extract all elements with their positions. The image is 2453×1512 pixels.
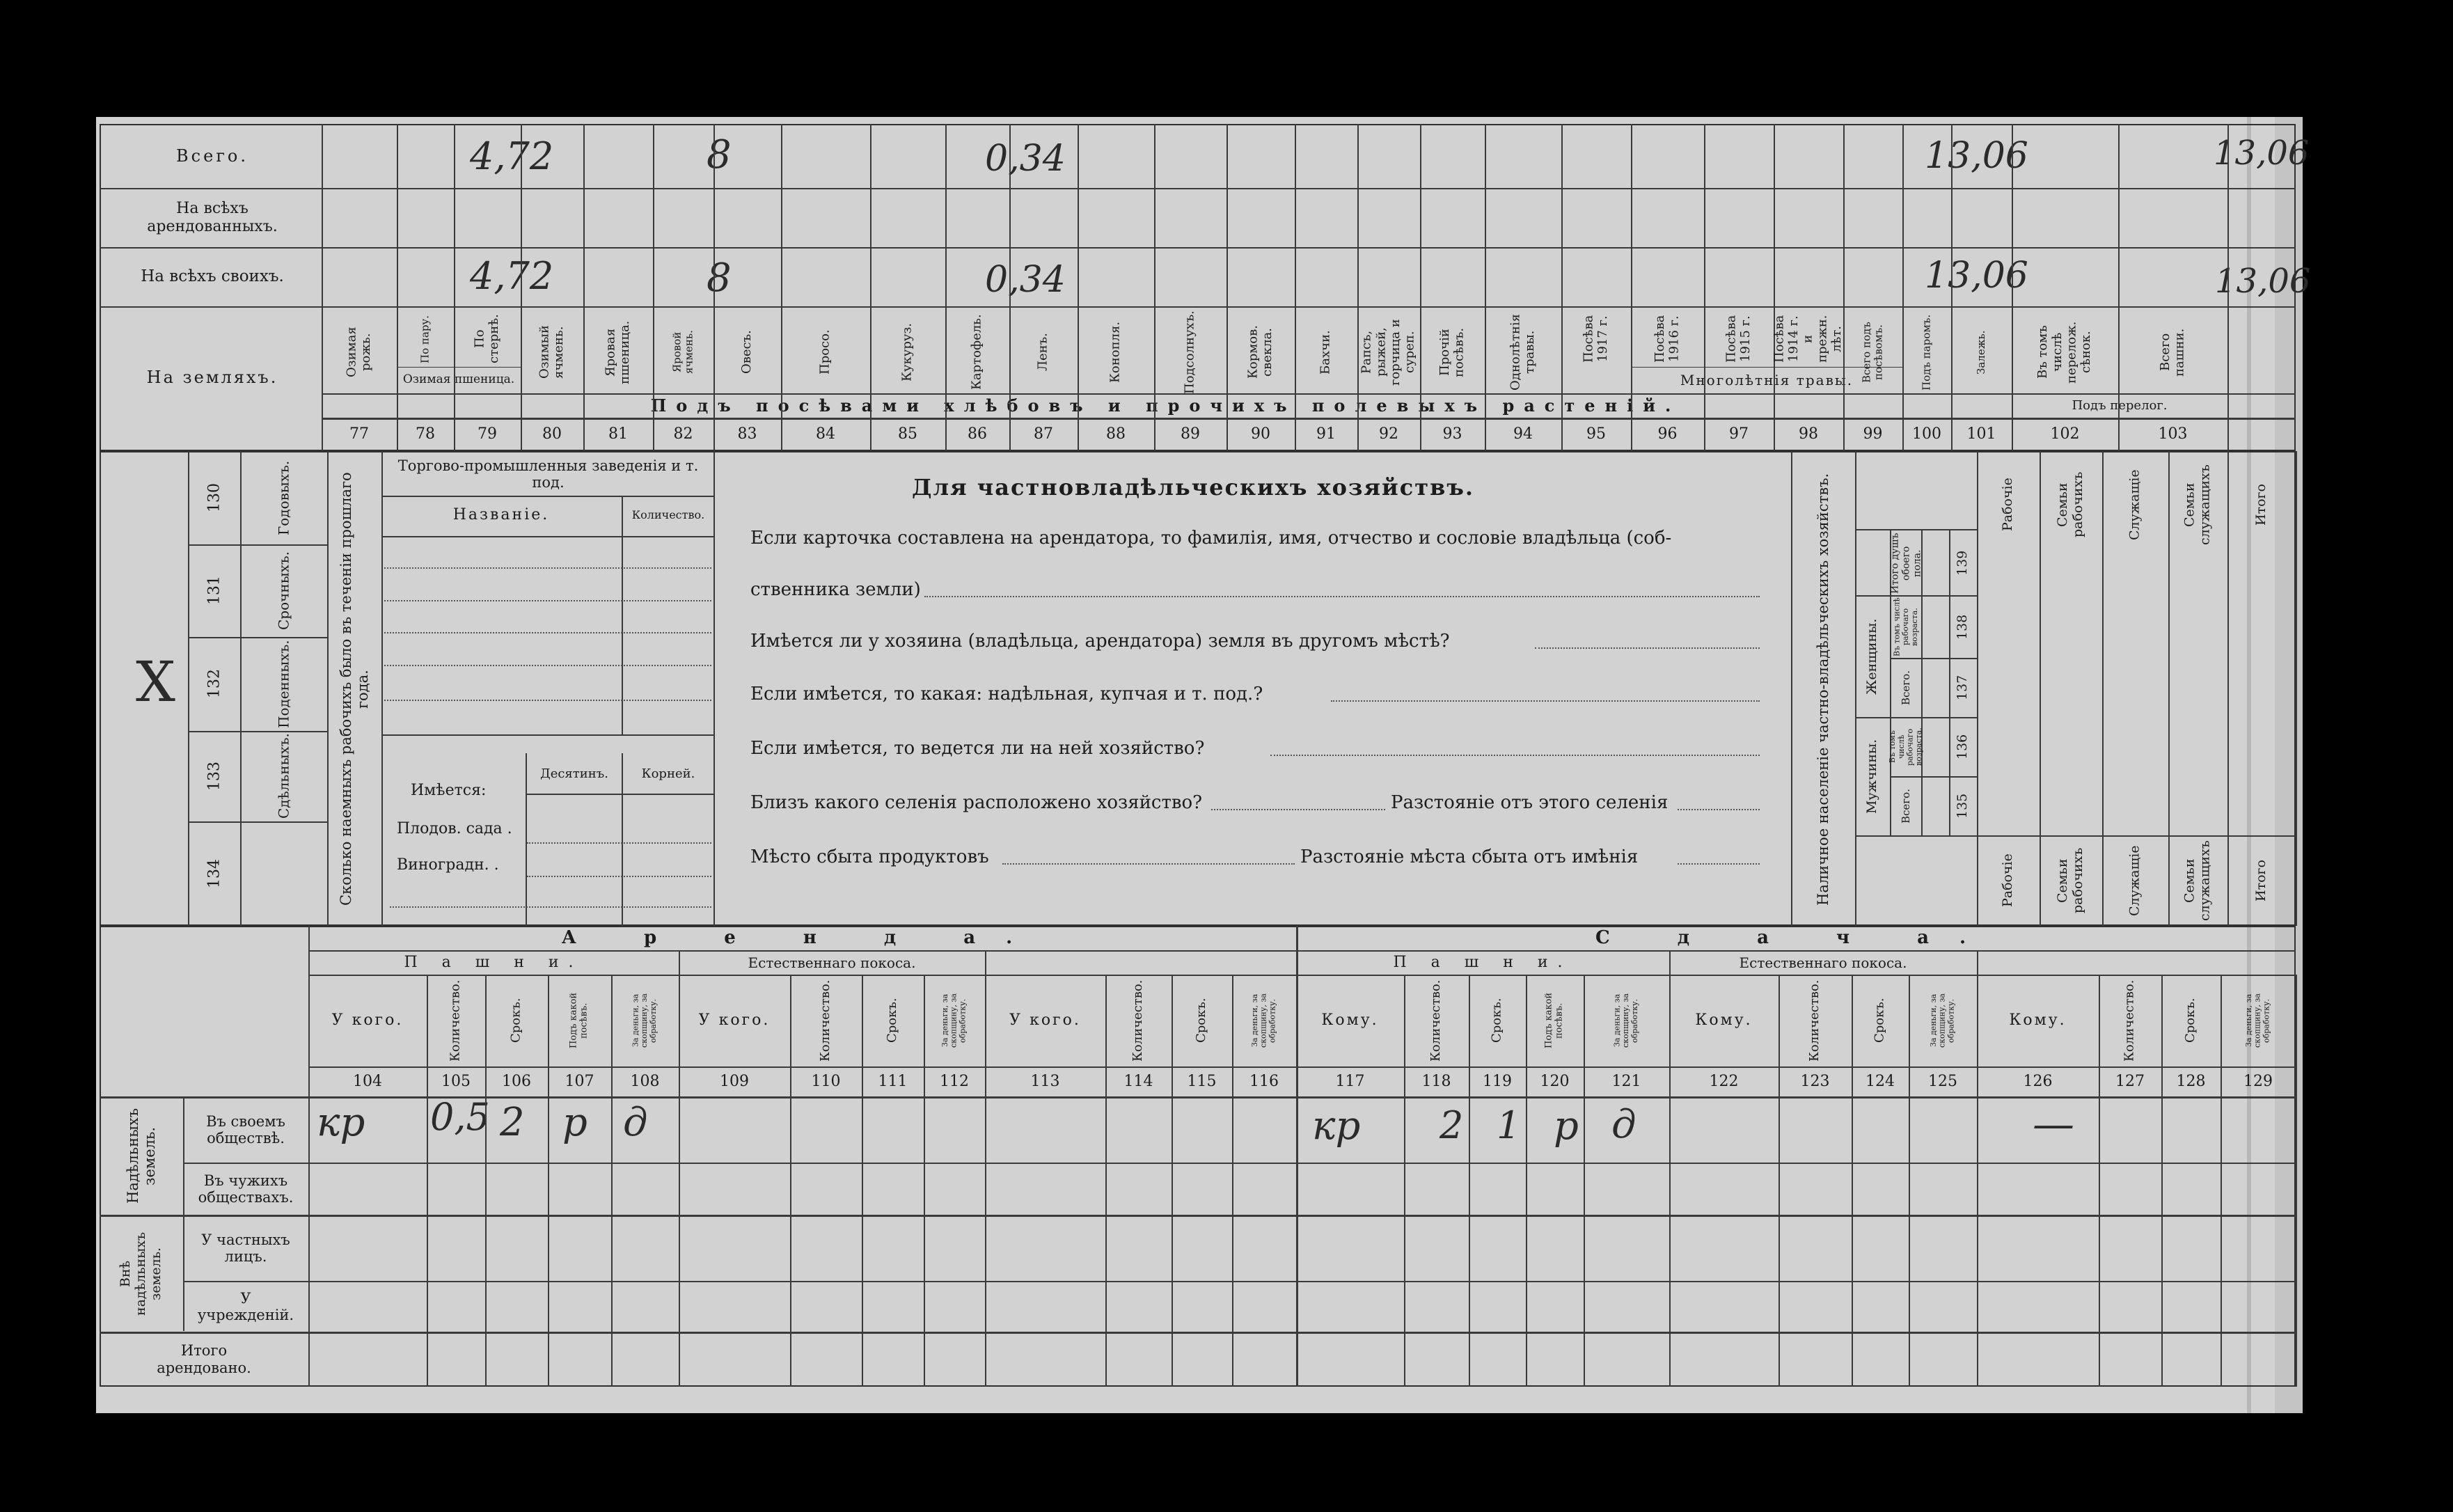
value-118: 2 <box>1440 1103 1464 1147</box>
col-number-101: 101 <box>1966 425 1996 443</box>
value-117: кр <box>1312 1103 1361 1149</box>
crop-header-82: Яровой ячмень. <box>670 330 695 375</box>
b-num-11: 115 <box>1187 1073 1217 1091</box>
crop-header-89: Подсолнухъ. <box>1182 310 1197 394</box>
row-itogo: Итого арендовано. <box>157 1342 251 1376</box>
population-side: Наличное населенiе частно-владѣльческихъ хозяйствъ. <box>1814 473 1831 906</box>
col-number-98: 98 <box>1799 425 1818 443</box>
worker-label-1: Срочныхъ. <box>275 551 292 630</box>
b-num-17: 121 <box>1611 1073 1641 1091</box>
b-head-25: За деньги, за скопщину, за обработку. <box>2244 993 2271 1048</box>
col-number-100: 100 <box>1912 425 1941 443</box>
b-line <box>100 1332 2296 1334</box>
b-num-24: 128 <box>2176 1073 2206 1091</box>
col-number-86: 86 <box>968 425 987 443</box>
b-head-20: Срокъ. <box>1872 998 1887 1044</box>
col-number-95: 95 <box>1586 425 1606 443</box>
trade-name-col: Названiе. <box>452 506 550 524</box>
col-number-81: 81 <box>608 425 628 443</box>
pop-line <box>2296 451 2297 926</box>
crop-header-100: Подъ паромъ. <box>1920 314 1933 391</box>
group-mnogoletnie-travy: Многолѣтнiя травы. <box>1680 371 1854 388</box>
private-q3: Если имѣется, то ведется ли на ней хозяйство? <box>750 738 1205 759</box>
worker-label-3: Сдѣльныхъ. <box>275 733 292 819</box>
b-num-0: 104 <box>353 1073 382 1091</box>
crop-header-99: Всего подъ посѣвомъ. <box>1860 322 1885 383</box>
crop-header-90: Кормов. свекла. <box>1245 325 1275 379</box>
b-head-9: У кого. <box>1009 1011 1081 1030</box>
b-head-15: Срокъ. <box>1489 998 1504 1044</box>
b-num-20: 124 <box>1866 1073 1895 1091</box>
pop-num-139: 139 <box>1955 550 1971 576</box>
pop-itogo: Итого душъ обоего пола. <box>1889 533 1923 594</box>
b-num-21: 125 <box>1928 1073 1957 1091</box>
trade-qty-col: Количество. <box>631 507 705 521</box>
col-line <box>454 124 455 451</box>
workers-mark: Х <box>136 649 175 714</box>
pop-num-138: 138 <box>1955 614 1971 640</box>
col-line <box>521 124 522 451</box>
col-line <box>1226 124 1228 451</box>
value-119: 1 <box>1497 1103 1521 1147</box>
b-head-22: Кому. <box>2009 1011 2067 1030</box>
value-103-vsego: 13,06 <box>2214 134 2310 173</box>
col-line <box>322 124 323 451</box>
b-head-13: Кому. <box>1321 1011 1379 1030</box>
crops-banner: Подъ посѣвами хлѣбовъ и прочихъ полевыхъ растенiй. <box>650 395 1681 416</box>
private-title: Для частновладѣльческихъ хозяйствъ. <box>912 474 1474 501</box>
b-head-11: Срокъ. <box>1194 998 1209 1044</box>
pop-line <box>1855 835 2296 837</box>
pop-col-top-4: Итого <box>2253 484 2269 526</box>
col-line <box>945 124 947 451</box>
private-q4b: Разстоянiе отъ этого селенiя <box>1391 792 1669 813</box>
b-line <box>100 1096 2296 1098</box>
b-head-16: Подъ какой посѣвъ. <box>1543 992 1565 1049</box>
value-108: д <box>623 1100 648 1145</box>
value-82-vsego: 8 <box>707 132 732 178</box>
b-head-10: Количество. <box>1130 979 1146 1062</box>
b-head-17: За деньги, за скопщину, за обработку. <box>1612 993 1639 1048</box>
pop-line <box>1890 776 1977 778</box>
b-num-7: 111 <box>878 1073 908 1091</box>
pop-men: Мужчины. <box>1864 739 1880 814</box>
pop-col-bot-0: Рабочiе <box>2000 853 2016 908</box>
col-line <box>1078 124 1079 451</box>
col-line <box>653 124 654 451</box>
col-number-103: 103 <box>2158 425 2188 443</box>
col-number-91: 91 <box>1316 425 1336 443</box>
b-line <box>183 1281 2296 1282</box>
b-num-12: 116 <box>1249 1073 1279 1091</box>
col-line <box>1951 124 1953 306</box>
group-pod-perelog: Подъ перелог. <box>2072 397 2168 413</box>
b-num-6: 110 <box>811 1073 841 1091</box>
col-line <box>1631 124 1632 451</box>
pop-col-bot-1: Семьи рабочихъ <box>2055 847 2085 914</box>
b-head-5: У кого. <box>698 1011 771 1030</box>
crop-header-80: Озимый ячмень. <box>537 325 566 379</box>
crop-header-98: Посѣва 1914 г. и прежн. лѣт. <box>1772 315 1845 363</box>
trade-korney: Корней. <box>641 766 695 782</box>
trade-vineyards: Виноградн. . <box>397 856 499 874</box>
col-line <box>1774 124 1775 451</box>
b-num-2: 106 <box>502 1073 531 1091</box>
crop-header-91: Бахчи. <box>1318 330 1333 375</box>
value-86-vsego: 0,34 <box>985 138 1066 180</box>
crop-header-78: По пару. <box>418 315 432 363</box>
value-126: — <box>2033 1100 2074 1149</box>
sdacha-pokos: Естественнаго покоса. <box>1739 954 1907 971</box>
b-head-0: У кого. <box>331 1011 404 1030</box>
b-head-6: Количество. <box>818 979 833 1062</box>
col-number-79: 79 <box>478 425 497 443</box>
b-num-13: 117 <box>1335 1073 1365 1091</box>
pop-line <box>1855 595 1977 597</box>
pop-col-bot-4: Итого <box>2253 860 2269 901</box>
col-number-89: 89 <box>1181 425 1200 443</box>
col-line <box>1357 124 1359 451</box>
value-82-svoih: 8 <box>707 255 732 301</box>
pop-col-top-3: Семьи служащихъ <box>2182 464 2213 545</box>
col-line <box>1902 124 1904 306</box>
crop-header-97: Посѣва 1915 г. <box>1724 315 1753 363</box>
trade-title: Торгово-промышленныя заведенiя и т. под. <box>397 457 699 491</box>
private-q5b: Разстоянiе мѣста сбыта отъ имѣнiя <box>1300 846 1639 867</box>
col-number-77: 77 <box>349 425 369 443</box>
value-99-svoih: 13,06 <box>1925 255 2028 297</box>
b-num-5: 109 <box>720 1073 749 1091</box>
private-line1: Если карточка составлена на арендатора, то фамилiя, имя, отчество и сословiе владѣльца (соб- <box>750 528 1672 549</box>
value-106: 2 <box>500 1100 525 1145</box>
b-line <box>100 1215 2296 1217</box>
col-number-90: 90 <box>1251 425 1270 443</box>
b-num-18: 122 <box>1709 1073 1739 1091</box>
col-number-94: 94 <box>1513 425 1533 443</box>
b-num-15: 119 <box>1483 1073 1512 1091</box>
col-line <box>1295 124 1296 451</box>
col-number-83: 83 <box>737 425 757 443</box>
value-86-svoih: 0,34 <box>985 259 1066 301</box>
col-line <box>2012 124 2013 306</box>
b-num-1: 105 <box>441 1073 471 1091</box>
col-line <box>1561 124 1563 451</box>
b-head-4: За деньги, за скопщину, за обработку. <box>631 993 658 1048</box>
row-uchrezhd: У учрежденiй. <box>197 1289 294 1323</box>
trade-has: Имѣется: <box>411 782 487 799</box>
col-number-84: 84 <box>816 425 835 443</box>
worker-num-131: 131 <box>205 576 223 606</box>
b-head-21: За деньги, за скопщину, за обработку. <box>1929 993 1956 1048</box>
crop-header-92: Рапсъ, рыжей, горчица и суреп. <box>1359 319 1417 386</box>
col-line <box>1154 124 1155 451</box>
value-99-vsego: 13,06 <box>1925 135 2028 177</box>
b-line <box>2296 975 2297 1387</box>
crop-header-86: Картофель. <box>969 314 984 391</box>
private-q1: Имѣется ли у хозяина (владѣльца, арендатора) земля въ другомъ мѣстѣ? <box>750 631 1450 652</box>
col-line <box>583 124 585 451</box>
crop-header-103: Всего пашни. <box>2157 328 2187 377</box>
b-num-23: 127 <box>2115 1073 2145 1091</box>
pop-col-top-0: Рабочiе <box>2000 478 2016 532</box>
value-120: р <box>1554 1103 1579 1149</box>
worker-num-132: 132 <box>205 669 223 699</box>
b-line <box>183 1163 2296 1164</box>
pop-line <box>1855 529 1977 530</box>
arenda-title: А р е н д а. <box>561 927 1043 949</box>
worker-label-0: Годовыхъ. <box>275 460 292 535</box>
row-label-svoih: На всѣхъ своихъ. <box>141 267 284 286</box>
b-head-2: Срокъ. <box>508 998 523 1044</box>
crop-header-102: Въ томъ числѣ перелож. сѣнок. <box>2035 321 2094 384</box>
pop-line <box>1890 658 1977 659</box>
row-label-arendovannyh: На всѣхъ арендованныхъ. <box>147 200 278 235</box>
b-head-18: Кому. <box>1695 1011 1753 1030</box>
crop-header-94: Однолѣтнiя травы. <box>1508 313 1537 391</box>
col-line <box>397 124 398 451</box>
pop-line <box>1855 717 1977 718</box>
b-head-24: Срокъ. <box>2183 998 2198 1044</box>
b-head-8: За деньги, за скопщину, за обработку. <box>940 993 968 1048</box>
col-number-102: 102 <box>2050 425 2080 443</box>
group-ozimaya-pshenica: Озимая пшеница. <box>402 372 515 387</box>
crop-header-83: Овесъ. <box>739 330 755 375</box>
workers-side-label: Сколько наемныхъ рабочихъ было въ теченiи прошлаго года. <box>337 472 371 906</box>
arenda-pashni: П а ш н и. <box>404 954 583 972</box>
crop-header-93: Прочiй посѣвъ. <box>1437 327 1467 377</box>
pop-col-top-1: Семьи рабочихъ <box>2055 471 2085 538</box>
b-num-16: 120 <box>1540 1073 1570 1091</box>
crop-header-85: Кукуруз. <box>899 323 915 382</box>
col-line <box>713 124 715 451</box>
col-number-78: 78 <box>416 425 435 443</box>
b-head-19: Количество. <box>1807 979 1822 1062</box>
b-num-10: 114 <box>1123 1073 1153 1091</box>
pop-col-top-2: Служащiе <box>2127 469 2143 540</box>
row-label-vsego: Всего. <box>176 146 249 166</box>
private-q4a: Близъ какого селенiя расположено хозяйство? <box>750 792 1203 813</box>
crop-header-81: Яровая пшеница. <box>603 320 632 384</box>
col-number-87: 87 <box>1034 425 1053 443</box>
value-107: р <box>562 1100 587 1145</box>
private-q2: Если имѣется, то какая: надѣльная, купчая и т. под.? <box>750 684 1263 704</box>
sdacha-pashni: П а ш н и. <box>1393 954 1572 972</box>
col-number-97: 97 <box>1729 425 1749 443</box>
b-head-3: Подъ какой посѣвъ. <box>568 992 590 1049</box>
worker-num-133: 133 <box>205 762 223 791</box>
col-line <box>1704 124 1705 451</box>
pop-col-bot-3: Семьи служащихъ <box>2182 840 2213 921</box>
value-105: 0,5 <box>430 1095 490 1139</box>
b-head-1: Количество. <box>448 979 463 1062</box>
pop-v-tom-m: Въ томъ числѣ рабочаго возраста. <box>1888 727 1924 766</box>
value-121: д <box>1611 1102 1636 1147</box>
row-nadel: Надѣльныхъ земель. <box>124 1108 158 1204</box>
b-head-14: Количество. <box>1428 979 1444 1062</box>
col-line <box>1485 124 1486 451</box>
b-num-25: 129 <box>2243 1073 2273 1091</box>
pop-num-136: 136 <box>1955 734 1971 760</box>
col-line <box>1420 124 1421 451</box>
col-line <box>1009 124 1011 451</box>
b-head-23: Количество. <box>2122 979 2137 1062</box>
crop-header-79: По стернѣ. <box>472 314 501 364</box>
b-num-8: 112 <box>940 1073 969 1091</box>
pop-col-bot-2: Служащiе <box>2127 845 2143 916</box>
pop-num-135: 135 <box>1955 793 1971 819</box>
worker-num-130: 130 <box>205 483 223 512</box>
pop-num-137: 137 <box>1955 675 1971 701</box>
row-svoem: Въ своемъ обществѣ. <box>206 1112 285 1147</box>
col-line <box>781 124 782 451</box>
col-number-82: 82 <box>673 425 693 443</box>
col-number-99: 99 <box>1863 425 1883 443</box>
value-104: кр <box>317 1100 365 1145</box>
sdacha-title: С д а ч а. <box>1595 927 1996 949</box>
value-103-svoih: 13,06 <box>2215 262 2311 301</box>
row-vne: Внѣ надѣльныхъ земель. <box>118 1231 164 1316</box>
crop-header-87: Ленъ. <box>1035 333 1050 372</box>
pop-women: Женщины. <box>1864 618 1880 695</box>
pop-v-tom-w: Въ томъ числѣ рабочаго возраста. <box>1892 597 1919 656</box>
value-79-vsego: 4,72 <box>470 134 554 178</box>
col-number-93: 93 <box>1442 425 1462 443</box>
col-number-85: 85 <box>898 425 917 443</box>
pop-vsego-m: Всего. <box>1899 789 1912 824</box>
b-head-7: Срокъ. <box>885 998 900 1044</box>
crop-header-101: Залежь. <box>1974 330 1987 375</box>
b-num-19: 123 <box>1800 1073 1830 1091</box>
arenda-pokos: Естественнаго покоса. <box>748 954 916 971</box>
col-line <box>1843 124 1845 451</box>
b-num-4: 108 <box>630 1073 660 1091</box>
trade-desyatin: Десятинъ. <box>540 766 608 782</box>
crop-header-88: Конопля. <box>1107 321 1123 384</box>
col-line <box>2227 124 2229 451</box>
row-label-na-zemlyah: На земляхъ. <box>146 367 278 387</box>
worker-num-134: 134 <box>205 859 223 888</box>
private-q5a: Мѣсто сбыта продуктовъ <box>750 846 989 867</box>
col-number-96: 96 <box>1657 425 1678 443</box>
b-num-22: 126 <box>2023 1073 2053 1091</box>
col-line <box>870 124 871 451</box>
pop-vsego-w: Всего. <box>1899 670 1912 705</box>
crop-header-84: Просо. <box>817 329 833 375</box>
b-head-12: За деньги, за скопщину, за обработку. <box>1250 993 1277 1048</box>
col-number-88: 88 <box>1106 425 1126 443</box>
crop-header-96: Посѣва 1916 г. <box>1652 315 1682 363</box>
crop-header-95: Посѣва 1917 г. <box>1581 315 1610 363</box>
row-chuzhih: Въ чужихъ обществахъ. <box>198 1172 294 1206</box>
trade-orchards: Плодов. сада . <box>397 820 512 837</box>
col-number-92: 92 <box>1379 425 1398 443</box>
row-chastnyh: У частныхъ лицъ. <box>201 1231 290 1265</box>
value-79-svoih: 4,72 <box>470 254 554 298</box>
crop-header-77: Озимая рожь. <box>344 326 373 378</box>
b-num-14: 118 <box>1421 1073 1451 1091</box>
b-num-3: 107 <box>565 1073 594 1091</box>
b-num-9: 113 <box>1030 1073 1060 1091</box>
col-number-80: 80 <box>542 425 562 443</box>
private-line2: ственника земли) <box>750 579 921 600</box>
worker-label-2: Поденныхъ. <box>275 640 292 728</box>
col-line <box>2118 124 2120 451</box>
